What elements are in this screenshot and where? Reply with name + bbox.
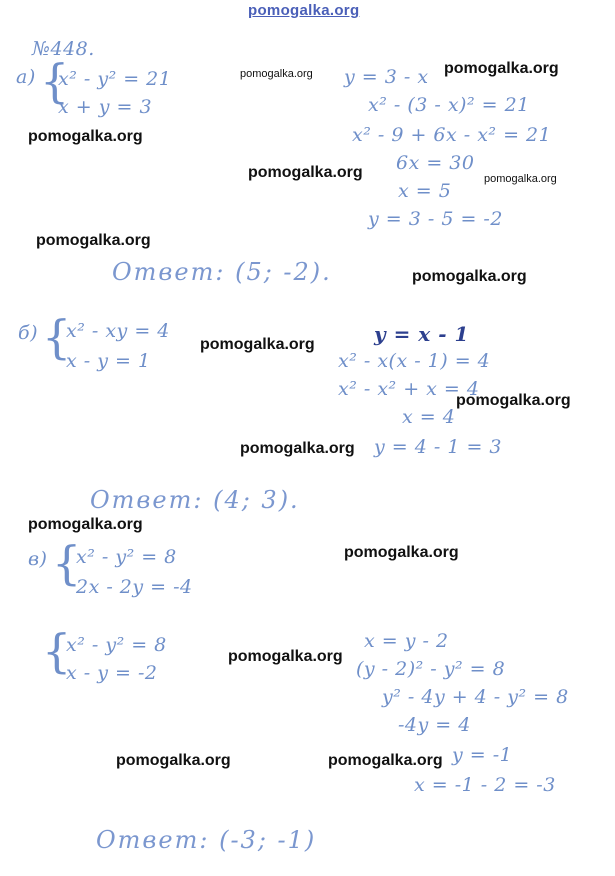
part-c-step2: (y - 2)² - y² = 8 xyxy=(356,658,506,680)
part-b-step5: y = 4 - 1 = 3 xyxy=(374,436,502,458)
part-a-step2: x² - (3 - x)² = 21 xyxy=(368,94,530,116)
watermark: pomogalka.org xyxy=(484,173,557,185)
part-c-step5: y = -1 xyxy=(452,744,513,766)
part-b-system-eq1: x² - xy = 4 xyxy=(66,320,170,342)
part-b-step4: x = 4 xyxy=(402,406,456,428)
part-c-answer: Ответ: (-3; -1) xyxy=(96,826,317,854)
watermark: pomogalka.org xyxy=(28,128,143,145)
watermark: pomogalka.org xyxy=(412,268,527,285)
part-a-system-eq1: x² - y² = 21 xyxy=(58,68,172,90)
part-a-label: а) xyxy=(16,66,36,88)
watermark: pomogalka.org xyxy=(228,648,343,665)
part-b-answer: Ответ: (4; 3). xyxy=(90,486,300,514)
part-b-step3: x² - x² + x = 4 xyxy=(338,378,480,400)
part-c-step1: x = y - 2 xyxy=(364,630,449,652)
watermark: pomogalka.org xyxy=(200,336,315,353)
part-b-system-eq2: x - y = 1 xyxy=(66,350,151,372)
part-c-system2-eq1: x² - y² = 8 xyxy=(66,634,167,656)
part-c-system2-eq2: x - y = -2 xyxy=(66,662,158,684)
watermark: pomogalka.org xyxy=(240,68,313,80)
part-c-system-eq2: 2x - 2y = -4 xyxy=(76,576,193,598)
watermark: pomogalka.org xyxy=(36,232,151,249)
part-a-brace: { xyxy=(40,54,70,108)
part-c-label: в) xyxy=(28,548,48,570)
part-b-label: б) xyxy=(18,322,39,344)
part-c-step6: x = -1 - 2 = -3 xyxy=(414,774,556,796)
part-b-step2: x² - x(x - 1) = 4 xyxy=(338,350,491,372)
part-b-brace: { xyxy=(42,310,72,364)
watermark: pomogalka.org xyxy=(28,516,143,533)
part-a-step5: x = 5 xyxy=(398,180,452,202)
part-c-brace: { xyxy=(52,536,82,590)
watermark: pomogalka.org xyxy=(116,752,231,769)
problem-number: №448. xyxy=(32,38,95,60)
watermark: pomogalka.org xyxy=(248,164,363,181)
part-a-step6: y = 3 - 5 = -2 xyxy=(368,208,503,230)
part-a-step3: x² - 9 + 6x - x² = 21 xyxy=(352,124,552,146)
watermark: pomogalka.org xyxy=(328,752,443,769)
watermark: pomogalka.org xyxy=(444,60,559,77)
part-a-step4: 6x = 30 xyxy=(396,152,475,174)
site-header-link[interactable]: pomogalka.org xyxy=(248,2,360,19)
watermark: pomogalka.org xyxy=(456,392,571,409)
part-c-brace-2: { xyxy=(42,624,72,678)
part-a-answer: Ответ: (5; -2). xyxy=(112,258,332,286)
part-a-step1: y = 3 - x xyxy=(344,66,429,88)
part-a-system-eq2: x + y = 3 xyxy=(58,96,153,118)
watermark: pomogalka.org xyxy=(240,440,355,457)
watermark: pomogalka.org xyxy=(344,544,459,561)
part-c-step4: -4y = 4 xyxy=(398,714,471,736)
part-c-system-eq1: x² - y² = 8 xyxy=(76,546,177,568)
part-c-step3: y² - 4y + 4 - y² = 8 xyxy=(382,686,569,708)
part-b-step1: y = x - 1 xyxy=(374,322,469,346)
